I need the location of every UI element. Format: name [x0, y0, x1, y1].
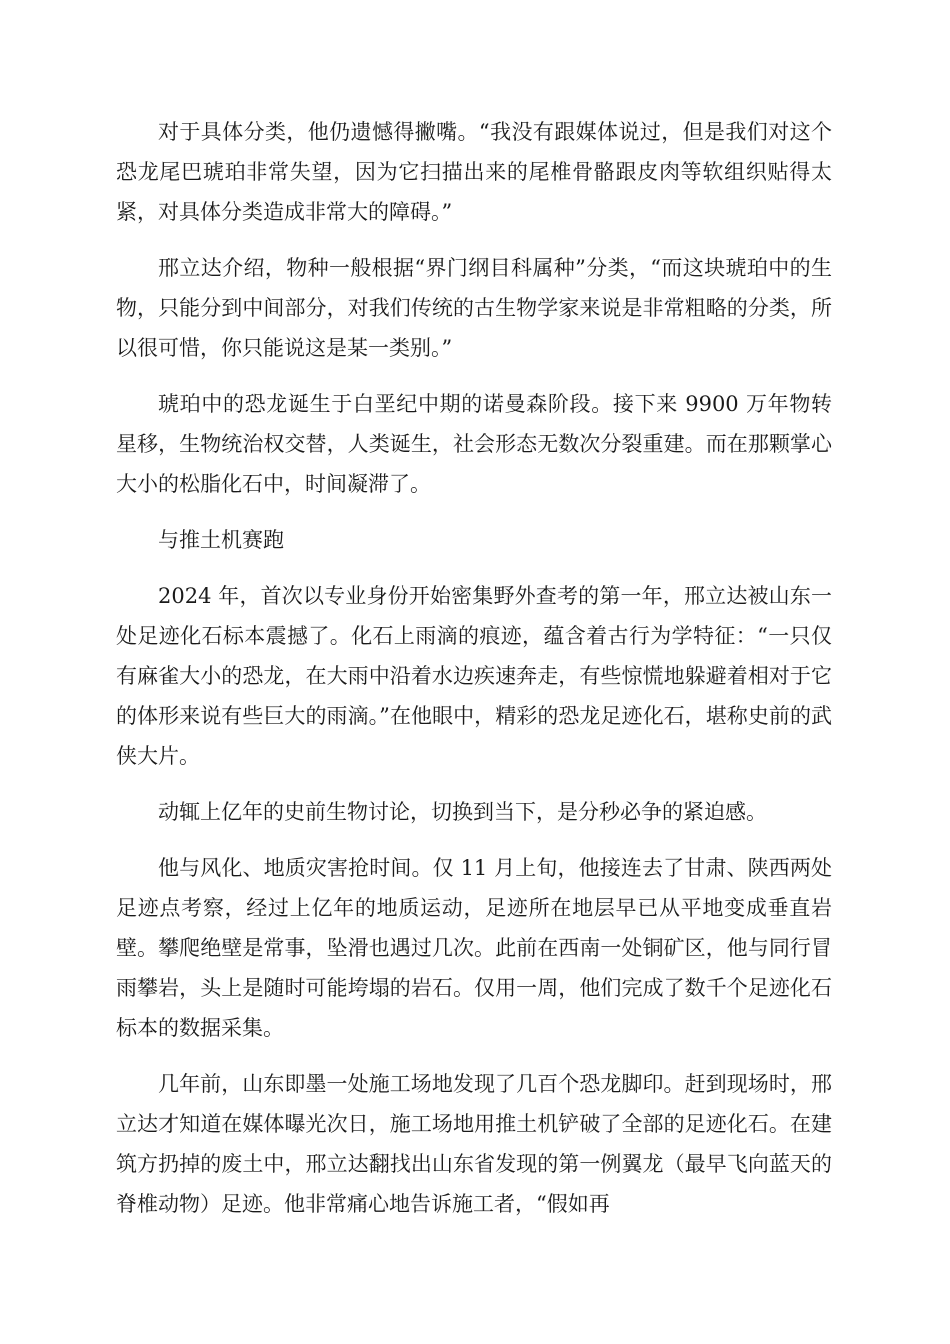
paragraph: 动辄上亿年的史前生物讨论，切换到当下，是分秒必争的紧迫感。 [158, 800, 767, 824]
article-body [116, 112, 832, 1240]
paragraph: 几年前，山东即墨一处施工场地发现了几百个恐龙脚印。赶到现场时，邢立达才知道在媒体曝光次日，施工场地用推土机铲破了全部的足迹化石。在建筑方扔掉的废土中，邢立达翻找出山东省发现的第一例翼龙（最早飞向蓝天的脊椎动物）足迹。他非常痛心地告诉施工者，“假如再 [116, 1072, 832, 1216]
paragraph: 2024 年，首次以专业身份开始密集野外查考的第一年，邢立达被山东一处足迹化石标本震撼了。化石上雨滴的痕迹，蕴含着古行为学特征：“一只仅有麻雀大小的恐龙，在大雨中沿着水边疾速奔走，有些惊慌地躲避着相对于它的体形来说有些巨大的雨滴。”在他眼中，精彩的恐龙足迹化石，堪称史前的武侠大片。 [116, 584, 832, 768]
section-heading: 与推土机赛跑 [158, 528, 284, 552]
paragraph: 邢立达介绍，物种一般根据“界门纲目科属种”分类，“而这块琥珀中的生物，只能分到中间部分，对我们传统的古生物学家来说是非常粗略的分类，所以很可惜，你只能说这是某一类别。” [116, 256, 832, 360]
paragraph: 对于具体分类，他仍遗憾得撇嘴。“我没有跟媒体说过，但是我们对这个恐龙尾巴琥珀非常失望，因为它扫描出来的尾椎骨骼跟皮肉等软组织贴得太紧，对具体分类造成非常大的障碍。” [116, 120, 832, 224]
paragraph: 琥珀中的恐龙诞生于白垩纪中期的诺曼森阶段。接下来 9900 万年物转星移，生物统治权交替，人类诞生，社会形态无数次分裂重建。而在那颗掌心大小的松脂化石中，时间凝滞了。 [116, 392, 832, 496]
paragraph: 他与风化、地质灾害抢时间。仅 11 月上旬，他接连去了甘肃、陕西两处足迹点考察，经过上亿年的地质运动，足迹所在地层早已从平地变成垂直岩壁。攀爬绝壁是常事，坠滑也遇过几次。此前在西南一处铜矿区，他与同行冒雨攀岩，头上是随时可能垮塌的岩石。仅用一周，他们完成了数千个足迹化石标本的数据采集。 [116, 856, 832, 1040]
